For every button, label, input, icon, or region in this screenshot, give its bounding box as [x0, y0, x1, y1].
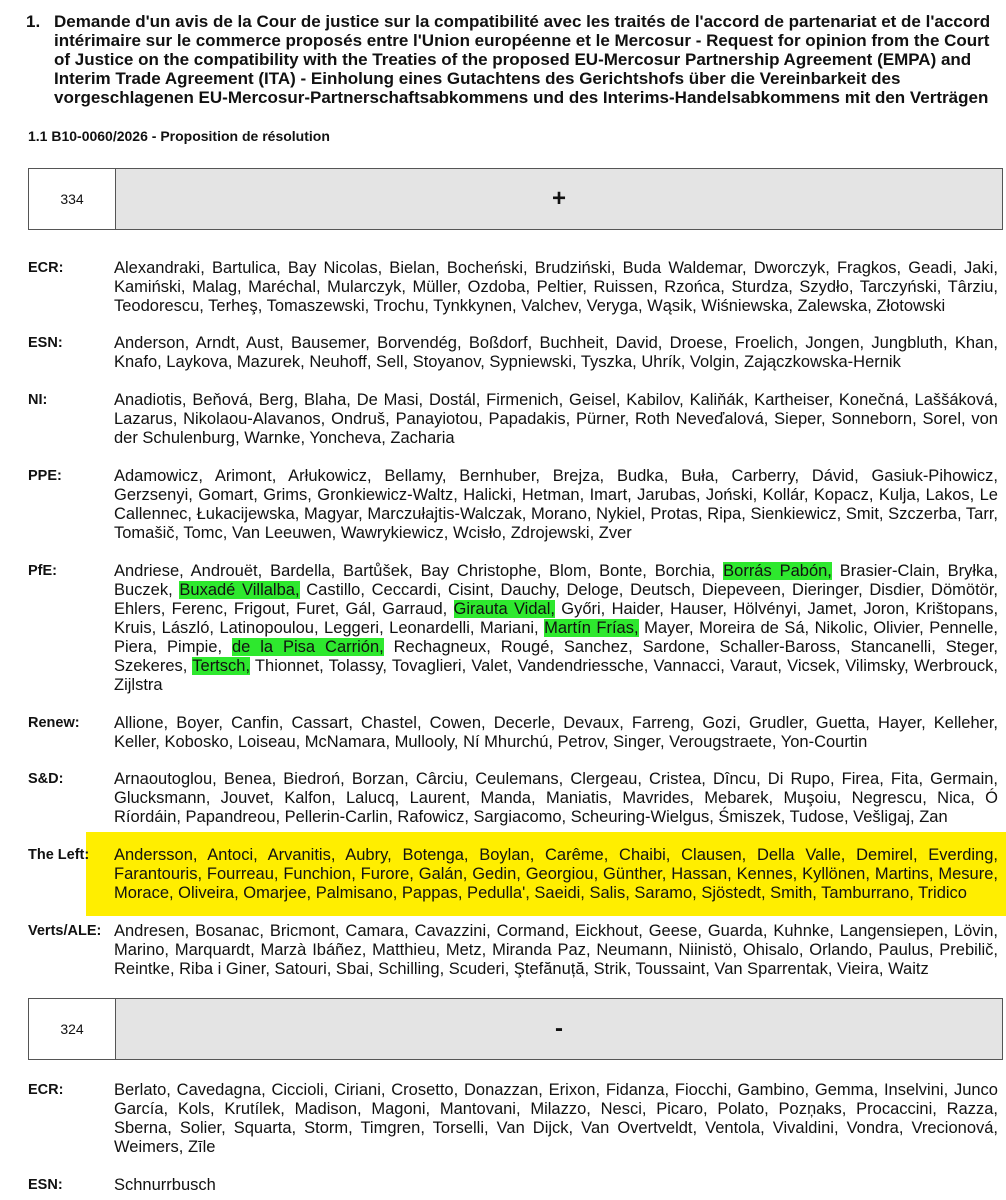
- highlighted-name: Buxadé Villalba,: [179, 581, 300, 599]
- vote-sign-minus: -: [116, 999, 1002, 1059]
- group-row-ecr-for: [28, 259, 998, 316]
- highlighted-name: Tertsch,: [192, 657, 251, 675]
- group-members: Anadiotis, Beňová, Berg, Blaha, De Masi, Dostál, Firmenich, Geisel, Kabilov, Kaliňák, Kartheiser, Konečná, Laššáková, Lazarus, Nikolaou-Alavanos, Ondruš, Panayiotou, Papadakis, Pürner, Roth Neveďalová, Sieper, Sonneborn, Sorel, von der Schulenburg, Warnke, Yoncheva, Zacharia: [114, 391, 998, 447]
- group-row-pfe-for: [28, 562, 998, 695]
- group-label: ESN:: [28, 335, 63, 351]
- highlighted-name: Borrás Pabón,: [723, 562, 832, 580]
- group-members: Andersson, Antoci, Arvanitis, Aubry, Botenga, Boylan, Carême, Chaibi, Clausen, Della Valle, Demirel, Everding, Farantouris, Fourreau, Funchion, Furore, Galán, Gedin, Georgiou, Günther, Hassan, Kennes, Kyllönen, Martins, Mesure, Morace, Oliveira, Omarjee, Palmisano, Pappas, Pedulla', Saeidi, Salis, Saramo, Sjöstedt, Smith, Tamburrano, Tridico: [114, 846, 998, 902]
- vote-box-against: [28, 998, 1003, 1060]
- highlighted-name: de la Pisa Carrión,: [231, 638, 384, 656]
- group-label: NI:: [28, 392, 48, 408]
- heading-text: Demande d'un avis de la Cour de justice sur la compatibilité avec les traités de l'accord de partenariat et de l'accord intérimaire sur le commerce proposés entre l'Union européenne et le Mercosur - Request for opinion from the Court of Justice on the compatibility with the Treaties of the proposed EU-Mercosur Partnership Agreement (EMPA) and Interim Trade Agreement (ITA) - Einholung eines Gutachtens des Gerichtshofs über die Vereinbarkeit des vorgeschlagenen EU-Mercosur-Partnerschaftsabkommens und des Interims-Handelsabkommens mit den Verträgen: [54, 12, 991, 107]
- names-segment: Castillo, Ceccardi, Cisint, Dauchy, Deloge, Deutsch, Diepeveen, Dieringer, Disdier, Dömötör, Ehlers, Ferenc, Frigout, Furet, Gál, Garraud,: [114, 581, 999, 618]
- group-label: Renew:: [28, 715, 80, 731]
- group-label: S&D:: [28, 771, 64, 787]
- vote-count-in-favour: 334: [29, 169, 116, 229]
- highlighted-name: Girauta Vidal,: [453, 600, 555, 618]
- names-segment: Győri, Haider, Hauser, Hölvényi, Jamet, Joron, Krištopans, Kruis, László, Latinopoulou, Leggeri, Leonardelli, Mariani,: [114, 600, 999, 637]
- names-segment: Thionnet, Tolassy, Tovaglieri, Valet, Vandendriessche, Vannacci, Varaut, Vicsek, Vilimsky, Werbrouck, Zijlstra: [114, 657, 998, 694]
- group-members: Alexandraki, Bartulica, Bay Nicolas, Bielan, Bocheński, Brudziński, Buda Waldemar, Dworczyk, Fragkos, Geadi, Jaki, Kamiński, Malag, Maréchal, Mularczyk, Müller, Ozdoba, Peltier, Ruissen, Rzońca, Sturdza, Szydło, Tarczyński, Târziu, Teodorescu, Terheş, Tomaszewski, Trochu, Tynkkynen, Valchev, Veryga, Wąsik, Wiśniewska, Zalewska, Złotowski: [114, 259, 998, 315]
- group-members: Andresen, Bosanac, Bricmont, Camara, Cavazzini, Cormand, Eickhout, Geese, Guarda, Kuhnke, Langensiepen, Lövin, Marino, Marquardt, Marzà Ibáñez, Matthieu, Metz, Miranda Paz, Neumann, Niinistö, Ohisalo, Orlando, Paulus, Prebilič, Reintke, Riba i Giner, Satouri, Sbai, Schilling, Scuderi, Ştefănuță, Strik, Toussaint, Van Sparrentak, Vieira, Waitz: [114, 922, 998, 978]
- group-row-ni-for: [28, 391, 998, 448]
- names-segment: Mayer, Moreira de Sá, Nikolic, Olivier, Pennelle, Piera, Pimpie,: [114, 619, 999, 656]
- vote-count-against: 324: [29, 999, 116, 1059]
- group-row-esn-for: [28, 334, 998, 372]
- group-members: Schnurrbusch: [114, 1176, 216, 1194]
- group-row-ppe-for: [28, 467, 998, 543]
- group-members: Berlato, Cavedagna, Ciccioli, Ciriani, Crosetto, Donazzan, Erixon, Fidanza, Fiocchi, Gambino, Gemma, Inselvini, Junco García, Kols, Krutílek, Madison, Magoni, Mantovani, Milazzo, Nesci, Picaro, Polato, Pozņaks, Procaccini, Razza, Sberna, Solier, Squarta, Storm, Timgren, Torselli, Van Dijck, Van Overtveldt, Ventola, Vivaldini, Vondra, Vrecionová, Weimers, Zīle: [114, 1081, 998, 1156]
- group-members: Allione, Boyer, Canfin, Cassart, Chastel, Cowen, Decerle, Devaux, Farreng, Gozi, Grudler, Guetta, Hayer, Kelleher, Keller, Kobosko, Loiseau, McNamara, Mullooly, Ní Mhurchú, Petrov, Singer, Verougstraete, Yon-Courtin: [114, 714, 998, 751]
- group-row-verts-ale-for: [28, 922, 998, 979]
- group-members: Arnaoutoglou, Benea, Biedroń, Borzan, Cârciu, Ceulemans, Clergeau, Cristea, Dîncu, Di Rupo, Firea, Fita, Germain, Glucksmann, Jouvet, Kalfon, Lalucq, Laurent, Manda, Maniatis, Mavrides, Mebarek, Muşoiu, Negrescu, Nica, Ó Ríordáin, Papandreou, Pellerin-Carlin, Rafowicz, Sargiacomo, Scheuring-Wielgus, Śmiszek, Tudose, Vešligaj, Zan: [114, 770, 998, 826]
- group-row-the-left-for: [28, 846, 998, 903]
- names-segment: Andriese, Androuët, Bardella, Bartůšek, Bay Christophe, Blom, Bonte, Borchia,: [114, 562, 724, 580]
- group-members: [114, 562, 998, 695]
- group-row-ecr-against: [28, 1081, 998, 1157]
- group-row-esn-against: [28, 1176, 998, 1195]
- group-label: PPE:: [28, 468, 62, 484]
- group-row-sd-for: [28, 770, 998, 827]
- names-segment: Brasier-Clain, Bryłka, Buczek,: [114, 562, 998, 599]
- highlighted-name: Martín Frías,: [544, 619, 639, 637]
- group-label: ECR:: [28, 1082, 64, 1098]
- group-label: PfE:: [28, 563, 57, 579]
- names-segment: Rechagneux, Rougé, Sanchez, Sardone, Schaller-Baross, Stancanelli, Steger, Szekeres,: [114, 638, 998, 675]
- resolution-subtitle: 1.1 B10-0060/2026 - Proposition de résolution: [28, 128, 330, 144]
- group-members: Adamowicz, Arimont, Arłukowicz, Bellamy, Bernhuber, Brejza, Budka, Buła, Carberry, Dávid, Gasiuk-Pihowicz, Gerzsenyi, Gomart, Grims, Gronkiewicz-Waltz, Halicki, Hetman, Imart, Jarubas, Joński, Kollár, Kopacz, Kulja, Lakos, Le Callennec, Łukacijewska, Magyar, Marczułajtis-Walczak, Morano, Nykiel, Protas, Ripa, Sienkiewicz, Smit, Szczerba, Tarr, Tomašič, Tomc, Van Leeuwen, Wawrykiewicz, Wcisło, Zdrojewski, Zver: [114, 467, 998, 542]
- group-label: ECR:: [28, 260, 64, 276]
- group-label: Verts/ALE:: [28, 923, 102, 939]
- vote-box-in-favour: [28, 168, 1003, 230]
- group-label: ESN:: [28, 1177, 63, 1193]
- group-row-renew-for: [28, 714, 998, 752]
- document-heading: [26, 12, 996, 107]
- group-members: Anderson, Arndt, Aust, Bausemer, Borvendég, Boßdorf, Buchheit, David, Droese, Froelich, Jongen, Jungbluth, Khan, Knafo, Laykova, Mazurek, Neuhoff, Sell, Stoyanov, Sypniewski, Tyszka, Uhrík, Volgin, Zajączkowska-Hernik: [114, 334, 998, 371]
- vote-sign-plus: +: [116, 169, 1002, 229]
- heading-number: 1.: [26, 12, 41, 31]
- group-label: The Left:: [28, 847, 90, 863]
